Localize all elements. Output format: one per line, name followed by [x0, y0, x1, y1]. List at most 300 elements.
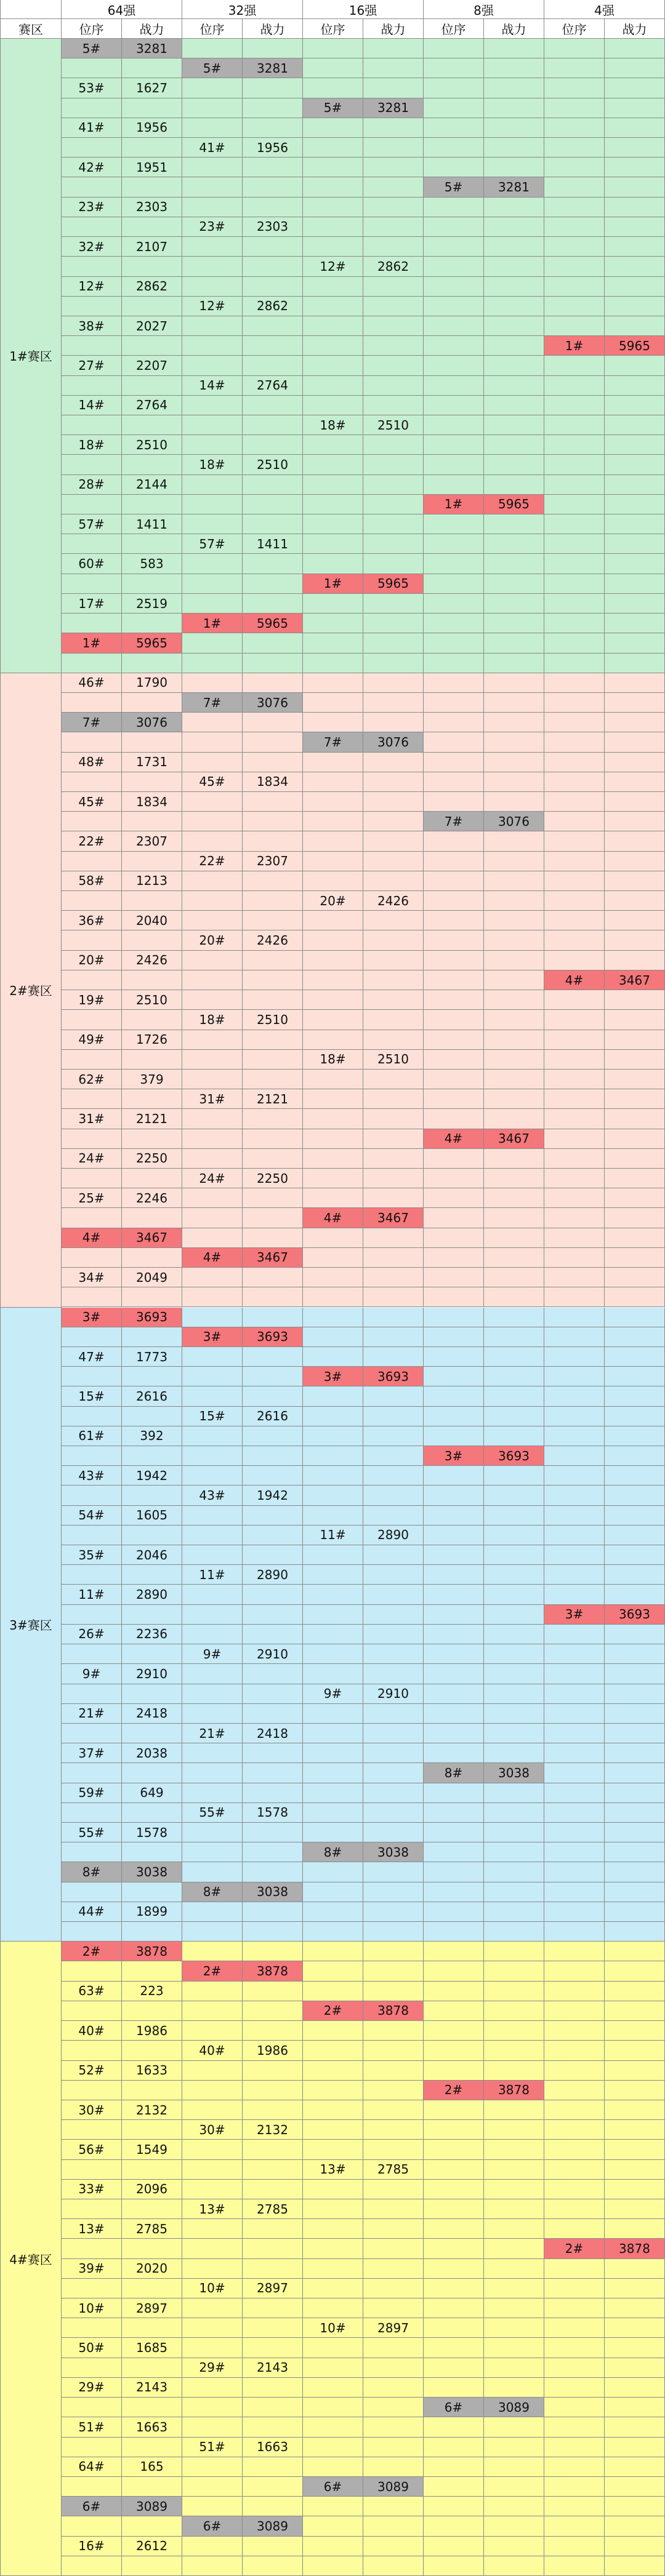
position-cell: 8#: [182, 1882, 243, 1902]
empty-cell: [544, 1208, 605, 1228]
empty-cell: [544, 594, 605, 614]
empty-cell: [424, 297, 484, 316]
empty-cell: [243, 673, 303, 693]
empty-cell: [484, 930, 544, 950]
empty-cell: [424, 2061, 484, 2081]
power-cell: 2510: [363, 1050, 424, 1070]
empty-cell: [62, 891, 122, 911]
position-cell: 30#: [182, 2120, 243, 2140]
empty-cell: [484, 871, 544, 891]
empty-cell: [484, 2041, 544, 2060]
empty-cell: [544, 177, 605, 197]
empty-cell: [424, 990, 484, 1010]
position-cell: 19#: [62, 990, 122, 1010]
empty-cell: [363, 1605, 424, 1625]
position-cell: 6#: [303, 2477, 363, 2497]
empty-cell: [303, 1010, 363, 1030]
empty-cell: [605, 1724, 665, 1743]
power-cell: 1411: [122, 514, 182, 534]
power-cell: 3038: [243, 1882, 303, 1902]
empty-cell: [605, 2081, 665, 2100]
empty-cell: [484, 2318, 544, 2338]
empty-cell: [605, 138, 665, 158]
empty-cell: [182, 1942, 243, 1961]
position-cell: 21#: [62, 1704, 122, 1724]
position-cell: 28#: [62, 475, 122, 495]
empty-cell: [182, 1526, 243, 1545]
empty-cell: [605, 1407, 665, 1426]
power-cell: 1605: [122, 1506, 182, 1526]
empty-cell: [484, 693, 544, 713]
power-cell: 2890: [122, 1585, 182, 1604]
empty-cell: [544, 2160, 605, 2180]
empty-cell: [424, 2279, 484, 2298]
empty-cell: [363, 2199, 424, 2219]
round-header-0: 64强: [62, 0, 182, 19]
empty-cell: [303, 2100, 363, 2120]
empty-cell: [605, 1347, 665, 1367]
empty-cell: [424, 198, 484, 217]
empty-cell: [182, 554, 243, 574]
empty-cell: [424, 435, 484, 455]
empty-cell: [424, 2378, 484, 2398]
empty-cell: [62, 1842, 122, 1862]
empty-cell: [605, 1486, 665, 1505]
empty-cell: [62, 58, 122, 78]
empty-cell: [122, 1248, 182, 1268]
power-cell: 2897: [363, 2318, 424, 2338]
empty-cell: [182, 495, 243, 514]
empty-cell: [62, 2516, 122, 2536]
power-cell: 1663: [122, 2417, 182, 2437]
empty-cell: [363, 654, 424, 673]
empty-cell: [122, 1803, 182, 1823]
position-cell: 49#: [62, 1030, 122, 1050]
empty-cell: [544, 2120, 605, 2140]
empty-cell: [243, 1823, 303, 1842]
position-cell: 1#: [182, 614, 243, 633]
empty-cell: [424, 2298, 484, 2318]
empty-cell: [363, 455, 424, 474]
empty-cell: [605, 277, 665, 297]
empty-cell: [122, 1208, 182, 1228]
position-cell: 58#: [62, 871, 122, 891]
empty-cell: [62, 654, 122, 673]
empty-cell: [605, 534, 665, 554]
empty-cell: [424, 1922, 484, 1942]
empty-cell: [544, 2259, 605, 2279]
empty-cell: [182, 435, 243, 455]
empty-cell: [484, 1664, 544, 1684]
empty-cell: [424, 831, 484, 851]
position-cell: 24#: [62, 1149, 122, 1169]
empty-cell: [424, 2338, 484, 2358]
empty-cell: [122, 58, 182, 78]
empty-cell: [363, 1169, 424, 1188]
empty-cell: [605, 1763, 665, 1783]
empty-cell: [484, 2358, 544, 2378]
power-cell: 2616: [122, 1386, 182, 1406]
position-cell: 11#: [303, 1526, 363, 1545]
position-header: 位序: [544, 19, 605, 39]
empty-cell: [303, 633, 363, 653]
position-cell: 13#: [62, 2219, 122, 2239]
empty-cell: [303, 1228, 363, 1248]
power-cell: 2785: [243, 2199, 303, 2219]
empty-cell: [182, 1109, 243, 1129]
empty-cell: [484, 1149, 544, 1169]
empty-cell: [182, 316, 243, 336]
empty-cell: [424, 356, 484, 375]
empty-cell: [544, 2219, 605, 2239]
empty-cell: [605, 2041, 665, 2060]
empty-cell: [303, 753, 363, 772]
empty-cell: [303, 1149, 363, 1169]
position-cell: 34#: [62, 1268, 122, 1287]
empty-cell: [182, 257, 243, 276]
empty-cell: [605, 2378, 665, 2398]
empty-cell: [424, 316, 484, 336]
empty-cell: [62, 852, 122, 871]
empty-cell: [424, 1089, 484, 1109]
empty-cell: [363, 1248, 424, 1268]
empty-cell: [484, 2279, 544, 2298]
empty-cell: [243, 2537, 303, 2556]
empty-cell: [243, 1664, 303, 1684]
power-cell: 1773: [122, 1347, 182, 1367]
empty-cell: [544, 1010, 605, 1030]
empty-cell: [605, 1961, 665, 1981]
power-cell: 2785: [122, 2219, 182, 2239]
empty-cell: [363, 1862, 424, 1882]
empty-cell: [424, 2438, 484, 2457]
position-cell: 10#: [303, 2318, 363, 2338]
power-cell: 2027: [122, 316, 182, 336]
empty-cell: [243, 1050, 303, 1070]
position-cell: 45#: [182, 772, 243, 792]
empty-cell: [363, 78, 424, 98]
empty-cell: [544, 198, 605, 217]
position-cell: 40#: [62, 2021, 122, 2041]
empty-cell: [243, 475, 303, 495]
empty-cell: [122, 2438, 182, 2457]
empty-cell: [605, 2338, 665, 2358]
empty-cell: [363, 1327, 424, 1347]
empty-cell: [544, 534, 605, 554]
empty-cell: [605, 1625, 665, 1644]
position-cell: 41#: [62, 118, 122, 138]
empty-cell: [363, 1030, 424, 1050]
empty-cell: [544, 753, 605, 772]
empty-cell: [303, 39, 363, 58]
empty-cell: [303, 2516, 363, 2536]
empty-cell: [182, 1704, 243, 1724]
position-cell: 2#: [62, 1942, 122, 1961]
empty-cell: [243, 633, 303, 653]
empty-cell: [605, 1684, 665, 1704]
empty-cell: [424, 1803, 484, 1823]
empty-cell: [424, 2041, 484, 2060]
empty-cell: [122, 217, 182, 237]
empty-cell: [182, 98, 243, 118]
empty-cell: [243, 2457, 303, 2477]
power-cell: 3281: [243, 58, 303, 78]
empty-cell: [182, 1070, 243, 1089]
empty-cell: [363, 1129, 424, 1149]
empty-cell: [544, 2358, 605, 2378]
power-cell: 2764: [243, 376, 303, 396]
empty-cell: [62, 1169, 122, 1188]
empty-cell: [182, 1188, 243, 1208]
power-cell: 1685: [122, 2338, 182, 2358]
empty-cell: [544, 2180, 605, 2199]
empty-cell: [363, 1625, 424, 1644]
empty-cell: [243, 1386, 303, 1406]
empty-cell: [182, 158, 243, 177]
empty-cell: [544, 376, 605, 396]
empty-cell: [243, 2100, 303, 2120]
empty-cell: [544, 257, 605, 276]
power-cell: 1986: [243, 2041, 303, 2060]
power-cell: 3467: [243, 1248, 303, 1268]
round-header-2: 16强: [303, 0, 424, 19]
empty-cell: [544, 1783, 605, 1803]
empty-cell: [605, 1585, 665, 1604]
empty-cell: [424, 554, 484, 574]
empty-cell: [544, 98, 605, 118]
empty-cell: [182, 831, 243, 851]
empty-cell: [424, 1644, 484, 1664]
empty-cell: [544, 58, 605, 78]
empty-cell: [484, 951, 544, 970]
empty-cell: [605, 2438, 665, 2457]
power-cell: 2890: [243, 1565, 303, 1585]
position-cell: 27#: [62, 356, 122, 375]
empty-cell: [544, 2537, 605, 2556]
empty-cell: [424, 78, 484, 98]
empty-cell: [122, 2516, 182, 2536]
power-cell: 1834: [243, 772, 303, 792]
empty-cell: [182, 1862, 243, 1882]
empty-cell: [424, 1169, 484, 1188]
empty-cell: [363, 2298, 424, 2318]
power-cell: 2764: [122, 396, 182, 415]
empty-cell: [62, 1565, 122, 1585]
position-cell: 13#: [303, 2160, 363, 2180]
empty-cell: [484, 2417, 544, 2437]
empty-cell: [62, 1050, 122, 1070]
empty-cell: [182, 118, 243, 138]
empty-cell: [62, 1605, 122, 1625]
empty-cell: [424, 396, 484, 415]
empty-cell: [182, 2259, 243, 2279]
empty-cell: [605, 1882, 665, 1902]
empty-cell: [363, 1386, 424, 1406]
empty-cell: [484, 633, 544, 653]
empty-cell: [303, 2041, 363, 2060]
empty-cell: [424, 257, 484, 276]
empty-cell: [243, 316, 303, 336]
empty-cell: [303, 970, 363, 990]
empty-cell: [424, 2140, 484, 2159]
empty-cell: [363, 2358, 424, 2378]
empty-cell: [424, 1426, 484, 1446]
power-cell: 1549: [122, 2140, 182, 2159]
power-cell: 2121: [122, 1109, 182, 1129]
empty-cell: [363, 2041, 424, 2060]
empty-cell: [484, 1526, 544, 1545]
empty-cell: [303, 2497, 363, 2516]
empty-cell: [62, 2081, 122, 2100]
empty-cell: [605, 1842, 665, 1862]
empty-cell: [303, 2378, 363, 2398]
empty-cell: [544, 1287, 605, 1307]
position-cell: 63#: [62, 1982, 122, 2001]
position-cell: 51#: [62, 2417, 122, 2437]
power-header: 战力: [484, 19, 544, 39]
empty-cell: [243, 812, 303, 831]
empty-cell: [122, 852, 182, 871]
empty-cell: [544, 1763, 605, 1783]
power-cell: 2307: [243, 852, 303, 871]
empty-cell: [484, 1347, 544, 1367]
position-cell: 1#: [424, 495, 484, 514]
empty-cell: [484, 455, 544, 474]
power-cell: 1633: [122, 2061, 182, 2081]
empty-cell: [484, 1565, 544, 1585]
empty-cell: [544, 930, 605, 950]
empty-cell: [122, 177, 182, 197]
empty-cell: [243, 1902, 303, 1922]
empty-cell: [484, 2140, 544, 2159]
empty-cell: [62, 2556, 122, 2576]
empty-cell: [605, 1823, 665, 1842]
empty-cell: [544, 1565, 605, 1585]
empty-cell: [303, 1308, 363, 1327]
power-cell: 2132: [243, 2120, 303, 2140]
empty-cell: [363, 831, 424, 851]
empty-cell: [484, 1982, 544, 2001]
position-cell: 20#: [182, 930, 243, 950]
empty-cell: [424, 1287, 484, 1307]
empty-cell: [605, 594, 665, 614]
empty-cell: [243, 39, 303, 58]
empty-cell: [484, 237, 544, 257]
empty-cell: [544, 1803, 605, 1823]
empty-cell: [424, 2180, 484, 2199]
empty-cell: [122, 732, 182, 752]
empty-cell: [484, 2497, 544, 2516]
empty-cell: [363, 554, 424, 574]
empty-cell: [303, 554, 363, 574]
empty-cell: [484, 138, 544, 158]
empty-cell: [484, 2378, 544, 2398]
empty-cell: [605, 772, 665, 792]
empty-cell: [484, 1922, 544, 1942]
empty-cell: [363, 1426, 424, 1446]
empty-cell: [544, 871, 605, 891]
position-cell: 14#: [182, 376, 243, 396]
empty-cell: [243, 1228, 303, 1248]
empty-cell: [243, 356, 303, 375]
empty-cell: [363, 1287, 424, 1307]
empty-cell: [605, 1644, 665, 1664]
empty-cell: [605, 2298, 665, 2318]
empty-cell: [243, 1605, 303, 1625]
empty-cell: [243, 1684, 303, 1704]
empty-cell: [544, 1407, 605, 1426]
empty-cell: [363, 435, 424, 455]
empty-cell: [122, 812, 182, 831]
power-cell: 5965: [605, 336, 665, 356]
empty-cell: [182, 1763, 243, 1783]
power-header: 战力: [122, 19, 182, 39]
empty-cell: [243, 2160, 303, 2180]
empty-cell: [605, 1030, 665, 1050]
empty-cell: [243, 554, 303, 574]
empty-cell: [544, 2457, 605, 2477]
position-cell: 24#: [182, 1169, 243, 1188]
empty-cell: [303, 2120, 363, 2140]
empty-cell: [243, 158, 303, 177]
empty-cell: [605, 2537, 665, 2556]
empty-cell: [605, 1367, 665, 1386]
empty-cell: [484, 1823, 544, 1842]
empty-cell: [424, 2199, 484, 2219]
empty-cell: [303, 2259, 363, 2279]
empty-cell: [303, 594, 363, 614]
empty-cell: [182, 2477, 243, 2497]
empty-cell: [544, 217, 605, 237]
empty-cell: [243, 2180, 303, 2199]
empty-cell: [182, 812, 243, 831]
empty-cell: [243, 990, 303, 1010]
empty-cell: [303, 138, 363, 158]
empty-cell: [424, 376, 484, 396]
empty-cell: [484, 2001, 544, 2021]
empty-cell: [484, 316, 544, 336]
power-cell: 1627: [122, 78, 182, 98]
position-cell: 3#: [303, 1367, 363, 1386]
empty-cell: [605, 2417, 665, 2437]
empty-cell: [243, 2061, 303, 2081]
empty-cell: [243, 2140, 303, 2159]
position-cell: 8#: [424, 1763, 484, 1783]
empty-cell: [484, 1882, 544, 1902]
position-cell: 2#: [182, 1961, 243, 1981]
empty-cell: [484, 1308, 544, 1327]
empty-cell: [484, 1486, 544, 1505]
empty-cell: [605, 1704, 665, 1724]
power-cell: 3076: [243, 693, 303, 713]
empty-cell: [303, 1605, 363, 1625]
empty-cell: [363, 2219, 424, 2239]
power-cell: 2510: [122, 435, 182, 455]
position-cell: 3#: [544, 1605, 605, 1625]
empty-cell: [605, 177, 665, 197]
empty-cell: [605, 1446, 665, 1466]
empty-cell: [182, 2081, 243, 2100]
empty-cell: [363, 396, 424, 415]
empty-cell: [605, 495, 665, 514]
empty-cell: [605, 2061, 665, 2081]
position-header: 位序: [303, 19, 363, 39]
empty-cell: [484, 1050, 544, 1070]
power-cell: 2049: [122, 1268, 182, 1287]
empty-cell: [544, 1942, 605, 1961]
empty-cell: [62, 1724, 122, 1743]
empty-cell: [62, 534, 122, 554]
